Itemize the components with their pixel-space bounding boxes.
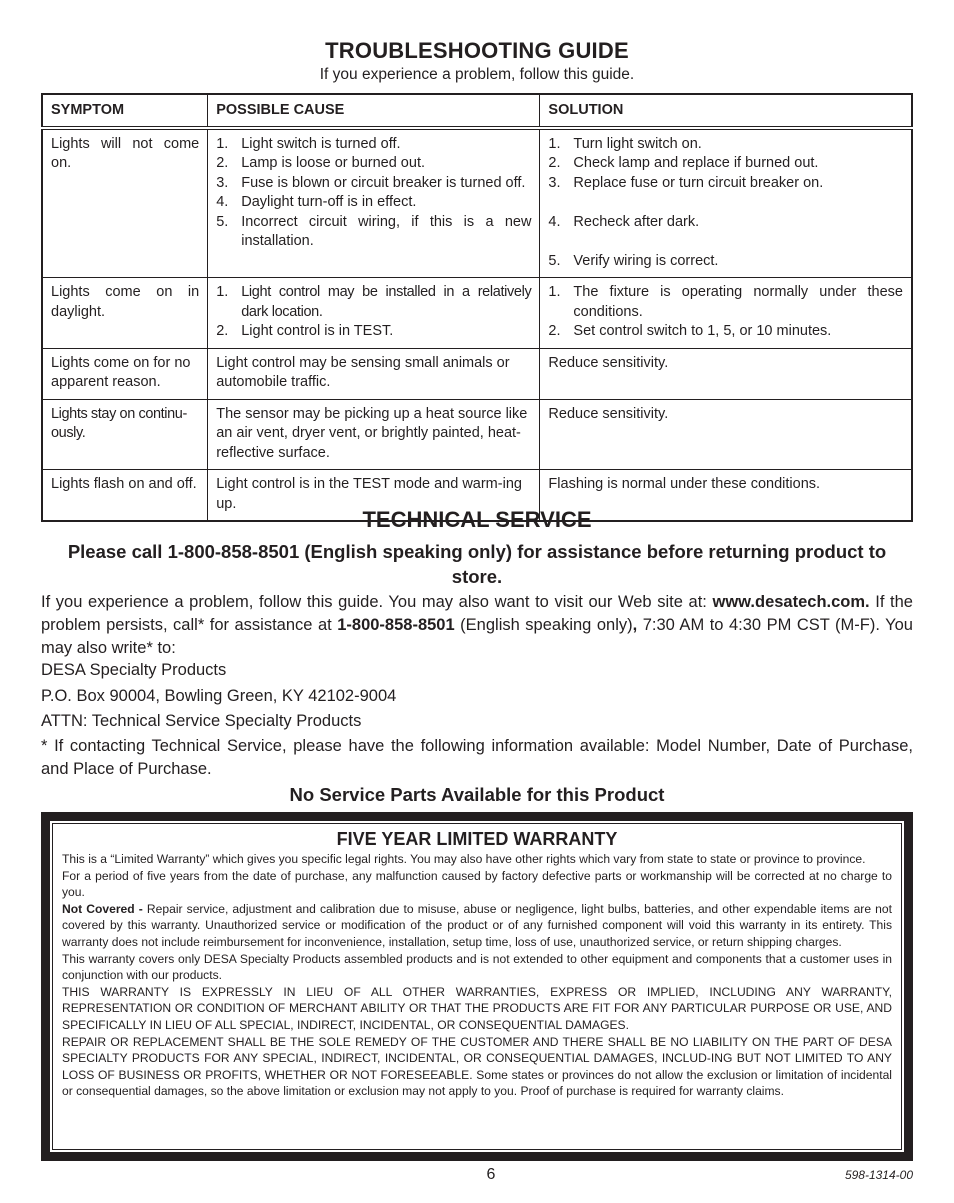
address-po-box: P.O. Box 90004, Bowling Green, KY 42102-9004 <box>41 687 397 705</box>
list-item: 1. Light switch is turned off. <box>216 135 401 152</box>
list-item: 5. Verify wiring is correct. <box>548 252 719 269</box>
troubleshooting-title: TROUBLESHOOTING GUIDE <box>325 38 629 63</box>
address-attn: ATTN: Technical Service Specialty Products <box>41 712 362 730</box>
service-paragraph: If you experience a problem, follow this guide. You may also want to visit our Web site at: www.desatech.com. If the problem persists, call* for assistance at 1-800-858-8501 (English speaking only), 7:30 AM to 4:30 PM CST (M-F). You may also write* to: <box>41 593 913 657</box>
table-row <box>42 278 912 349</box>
cause-cell: The sensor may be picking up a heat source like an air vent, dryer vent, or brightly painted, heat-reflective surface. <box>208 399 540 470</box>
document-code: 598-1314-00 <box>844 1168 913 1182</box>
list-item: 1. The fixture is operating normally under these conditions. <box>548 284 903 320</box>
symptom-cell: Lights come on for no apparent reason. <box>42 348 208 399</box>
solution-cell: Reduce sensitivity. <box>540 348 912 399</box>
solution-list <box>548 283 903 342</box>
list-item: 5. Incorrect circuit wiring, if this is a new installation. <box>216 213 532 249</box>
list-item: 3. Replace fuse or turn circuit breaker on. <box>548 174 824 191</box>
cause-cell <box>208 278 540 349</box>
table-row <box>42 399 912 470</box>
list-item: 4. Recheck after dark. <box>548 213 700 230</box>
cause-list <box>216 283 531 342</box>
warranty-paragraph: REPAIR OR REPLACEMENT SHALL BE THE SOLE REMEDY OF THE CUSTOMER AND THERE SHALL BE NO LIABILITY ON THE PART OF DESA SPECIALTY PRODUCTS FOR ANY SPECIAL, INDIRECT, INCIDENTAL, OR CONSEQUENTIAL DAMAGES, INCLUD-ING BUT NOT LIMITED TO ANY LOSS OF BUSINESS OR PROFITS, WHETHER OR NOT FORESEEABLE. Some states or provinces do not allow the exclusion or limitation of incidental or consequential damages, so the above limitation or exclusion may not apply to you. Proof of purchase is required for warranty claims. <box>62 1034 892 1099</box>
list-item: 3. Fuse is blown or circuit breaker is turned off. <box>216 174 526 191</box>
header-possible-cause: POSSIBLE CAUSE <box>208 94 540 128</box>
cause-cell <box>208 128 540 278</box>
header-solution: SOLUTION <box>540 94 912 128</box>
page-number: 6 <box>486 1166 496 1183</box>
table-header-row <box>42 94 912 128</box>
cause-cell: Light control may be sensing small animals or automobile traffic. <box>208 348 540 399</box>
solution-list <box>548 135 903 272</box>
warranty-paragraph: This warranty covers only DESA Specialty Products assembled products and is not extended to other equipment and components that a customer uses in conjunction with our products. <box>62 951 892 983</box>
list-item: 1. Turn light switch on. <box>548 135 702 152</box>
symptom-cell: Lights flash on and off. <box>42 470 208 522</box>
symptom-cell: Lights will not come on. <box>42 128 208 278</box>
warranty-title: FIVE YEAR LIMITED WARRANTY <box>336 829 618 849</box>
list-item: 1. Light control may be installed in a relatively dark location. <box>216 284 532 320</box>
header-symptom: SYMPTOM <box>42 94 208 128</box>
troubleshooting-subtitle: If you experience a problem, follow this guide. <box>319 66 635 83</box>
technical-service-title: TECHNICAL SERVICE <box>362 507 592 532</box>
solution-cell <box>540 128 912 278</box>
warranty-paragraph: This is a “Limited Warranty” which gives you specific legal rights. You may also have other rights which vary from state to state or province to province. <box>62 852 866 866</box>
call-notice: Please call 1-800-858-8501 (English speaking only) for assistance before returning product to store. <box>67 541 887 587</box>
list-item: 2. Lamp is loose or burned out. <box>216 155 425 171</box>
cause-cell: Light control is in the TEST mode and warm-ing up. <box>208 470 540 522</box>
phone-number: 1-800-858-8501 <box>337 616 455 634</box>
table-row <box>42 128 912 278</box>
cause-list <box>216 135 531 252</box>
solution-cell: Flashing is normal under these conditions. <box>540 470 912 522</box>
symptom-cell: Lights stay on continu-ously. <box>42 399 208 470</box>
troubleshooting-table <box>41 93 913 522</box>
list-item: 2. Check lamp and replace if burned out. <box>548 155 819 171</box>
list-item: 2. Light control is in TEST. <box>216 323 394 339</box>
warranty-paragraph: For a period of five years from the date of purchase, any malfunction caused by factory defective parts or workmanship will be corrected at no charge to you. <box>62 868 892 900</box>
address-company: DESA Specialty Products <box>41 661 227 679</box>
warranty-box <box>41 812 913 1161</box>
warranty-paragraph: THIS WARRANTY IS EXPRESSLY IN LIEU OF ALL OTHER WARRANTIES, EXPRESS OR IMPLIED, INCLUDING ANY WARRANTY, REPRESENTATION OR CONDITION OF MERCHANT ABILITY OR THAT THE PRODUCTS ARE FIT FOR ANY PARTICULAR PURPOSE OR USE, AND SPECIFICALLY IN LIEU OF ALL SPECIAL, INDIRECT, INCIDENTAL, OR CONSEQUENTIAL DAMAGES. <box>62 984 892 1032</box>
warranty-paragraph: Not Covered - Repair service, adjustment and calibration due to misuse, abuse or negligence, light bulbs, batteries, and other expendable items are not covered by this warranty. Unauthorized service or modification of the product or of any furnished component will void this warranty in its entirety. This warranty does not include reimbursement for inconvenience, installation, setup time, loss of use, unauthorized service, or return shipping charges. <box>62 901 892 949</box>
symptom-cell: Lights come on in daylight. <box>42 278 208 349</box>
solution-cell <box>540 278 912 349</box>
list-item: 4. Daylight turn-off is in effect. <box>216 194 417 210</box>
solution-cell: Reduce sensitivity. <box>540 399 912 470</box>
no-service-parts-notice: No Service Parts Available for this Product <box>289 784 665 805</box>
table-row <box>42 348 912 399</box>
contact-note: * If contacting Technical Service, please have the following information available: Model Number, Date of Purchase, and Place of Purchase. <box>41 737 913 778</box>
website-link[interactable]: www.desatech.com. <box>712 593 870 611</box>
list-item: 2. Set control switch to 1, 5, or 10 minutes. <box>548 323 832 339</box>
